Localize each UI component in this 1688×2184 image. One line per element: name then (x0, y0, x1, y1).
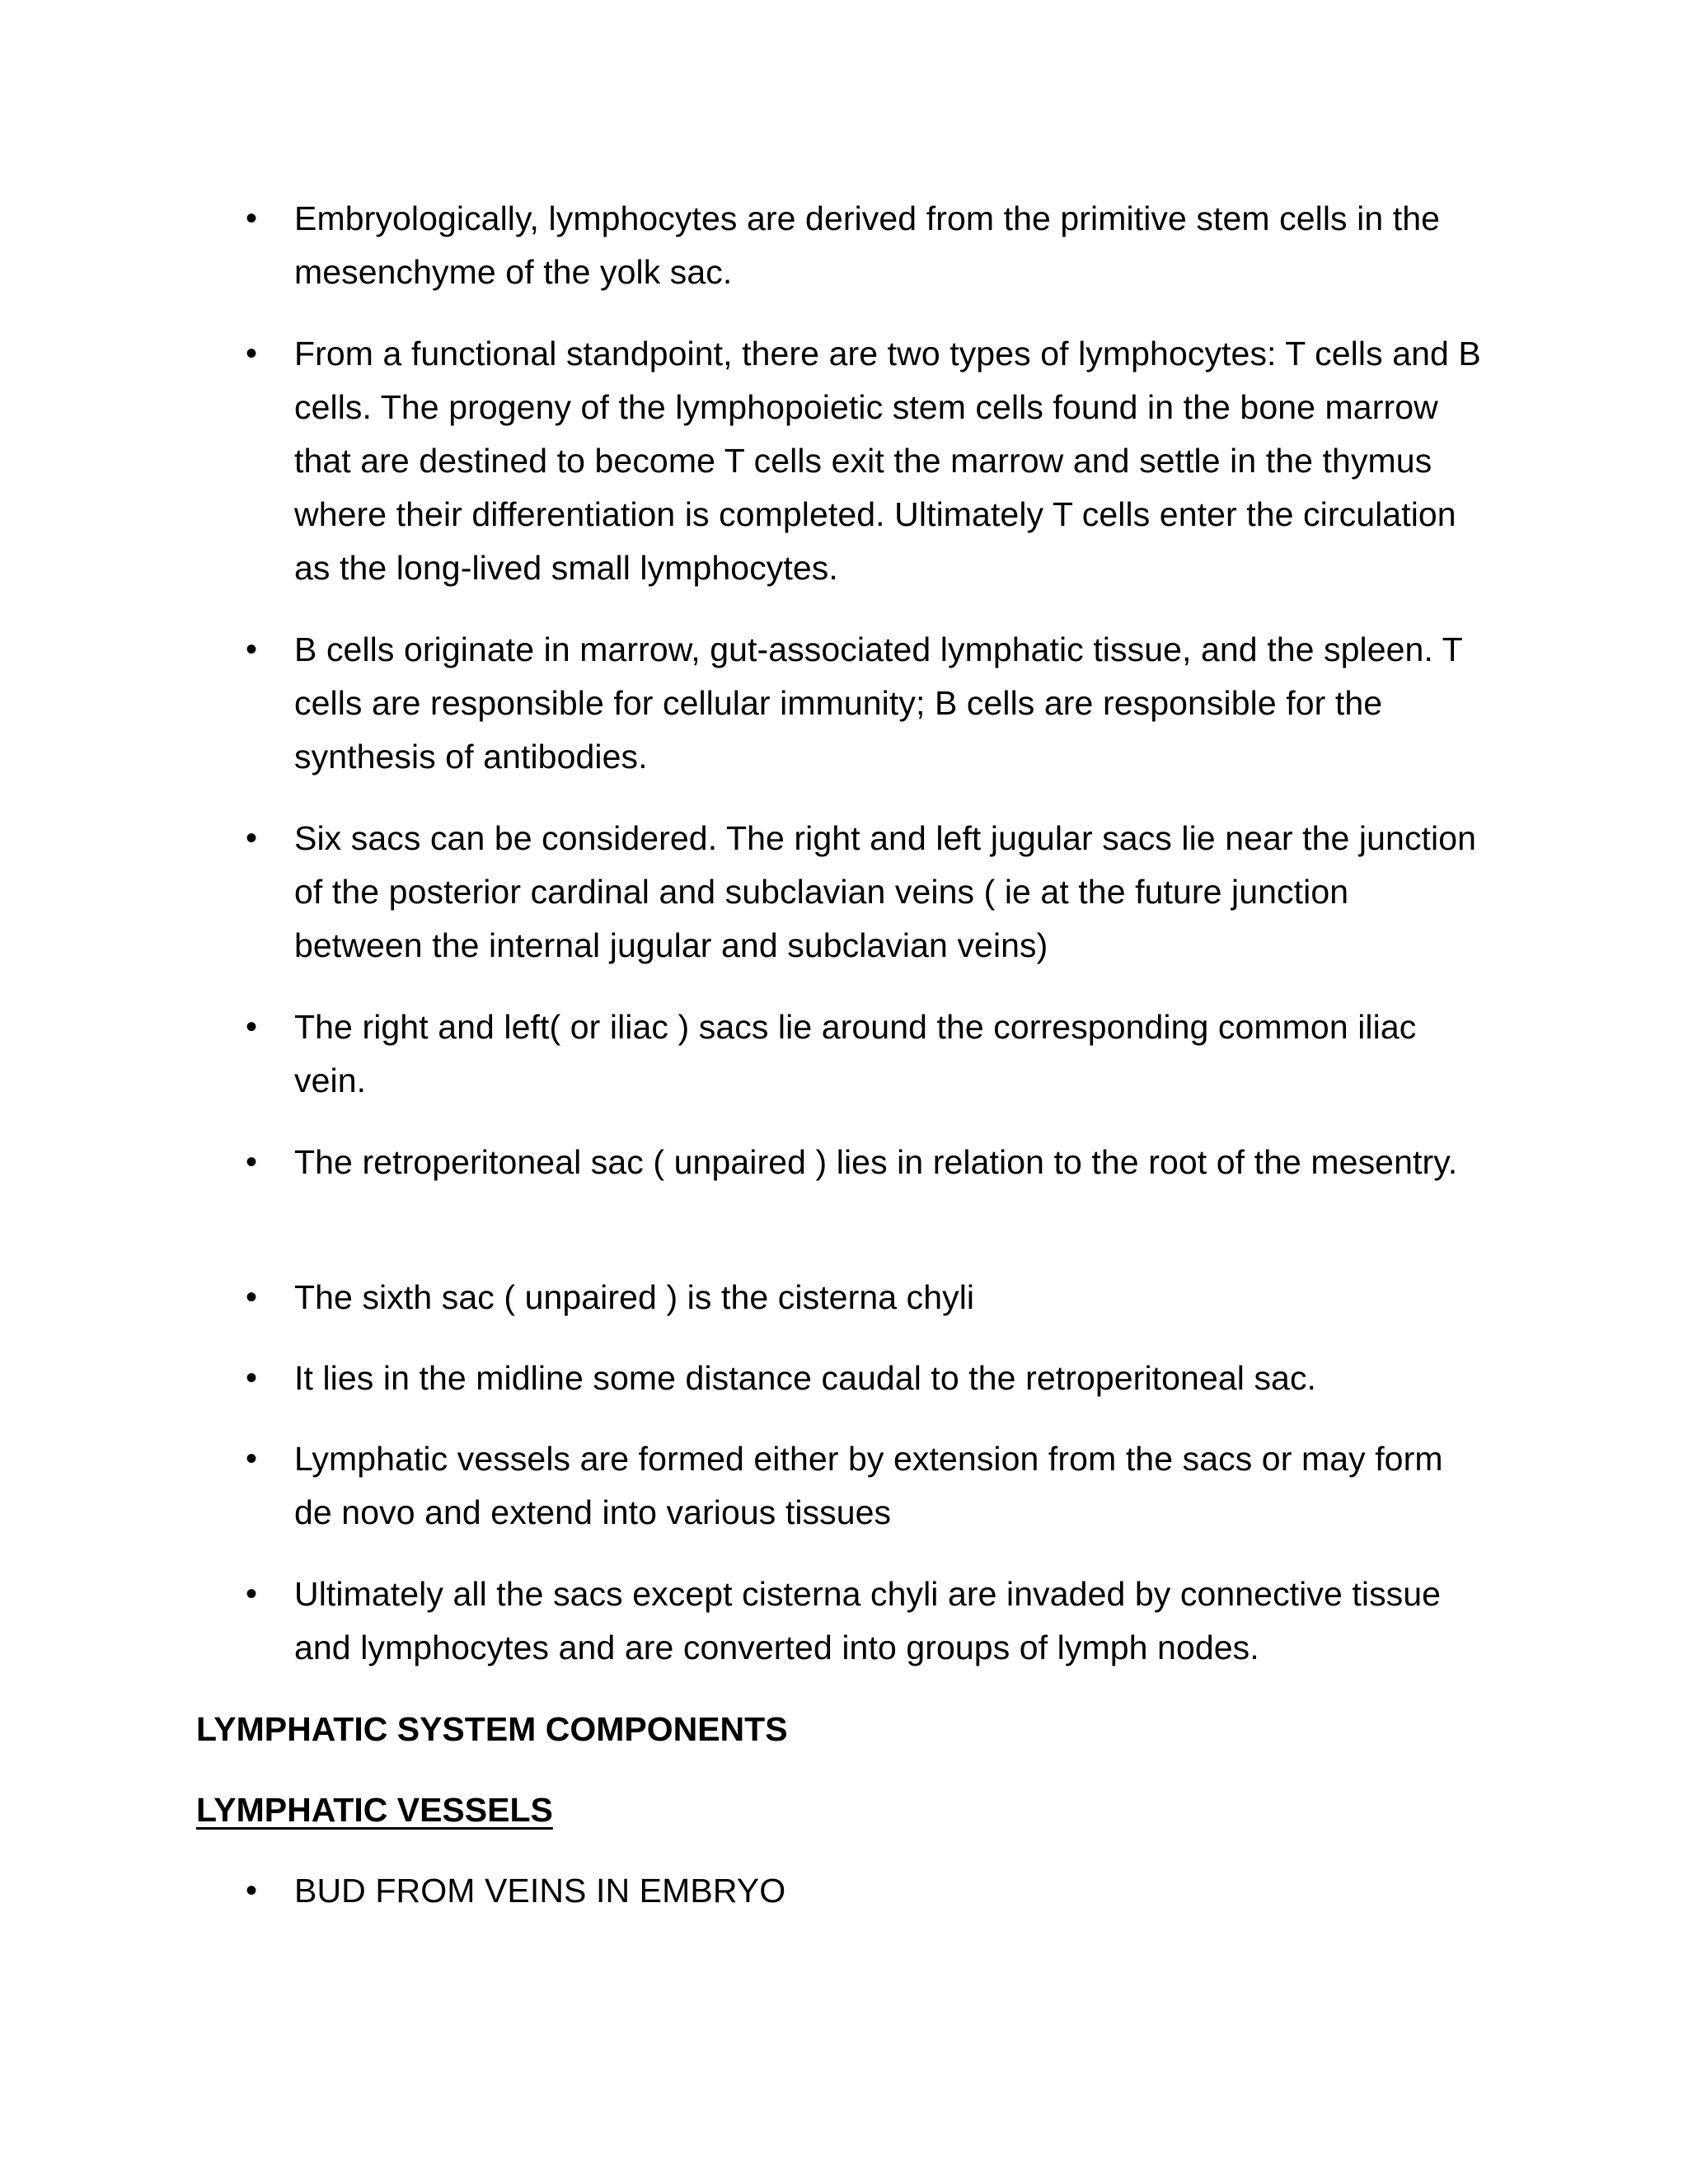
bullet-icon: • (245, 1144, 257, 1180)
bullet-icon: • (245, 1576, 257, 1612)
list-item-text: Ultimately all the sacs except cisterna chyli are invaded by connective tissue and lymphocytes and are converted into groups of lymph nodes. (294, 1575, 1442, 1666)
list-item-text: Six sacs can be considered. The right and left jugular sacs lie near the junction of the posterior cardinal and subclavian veins ( ie at the future junction between the internal jugular and subclavian veins) (294, 819, 1477, 964)
list-item-text: From a functional standpoint, there are two types of lymphocytes: T cells and B cells. The progeny of the lymphopoietic stem cells found in the bone marrow that are destined to become T cells exit the marrow and settle in the thymus where their differentiation is completed. Ultimately T cells enter the circulation as the long-lived small lymphocytes. (294, 335, 1481, 587)
bullet-icon: • (245, 335, 257, 372)
section-heading-vessels: LYMPHATIC VESSELS (196, 1791, 553, 1829)
bullet-icon: • (245, 1360, 257, 1396)
bullet-icon: • (245, 1441, 257, 1477)
bullet-icon: • (245, 1872, 257, 1909)
section-heading-components: LYMPHATIC SYSTEM COMPONENTS (196, 1710, 788, 1748)
list-item-text: B cells originate in marrow, gut-associated lymphatic tissue, and the spleen. T cells are responsible for cellular immunity; B cells are responsible for the synthesis of antibodies. (294, 630, 1463, 776)
bullet-icon: • (245, 631, 257, 668)
list-item-text: It lies in the midline some distance caudal to the retroperitoneal sac. (294, 1359, 1317, 1397)
list-item-text: The right and left( or iliac ) sacs lie around the corresponding common iliac vein. (294, 1008, 1417, 1099)
list-item-text: The sixth sac ( unpaired ) is the cisterna chyli (294, 1278, 975, 1316)
bullet-icon: • (245, 1279, 257, 1315)
list-item-text: BUD FROM VEINS IN EMBRYO (294, 1872, 786, 1910)
bullet-icon: • (245, 1009, 257, 1045)
list-item-text: Lymphatic vessels are formed either by extension from the sacs or may form de novo and extend into various tissues (294, 1440, 1443, 1531)
list-item-text: Embryologically, lymphocytes are derived from the primitive stem cells in the mesenchyme of the yolk sac. (294, 199, 1441, 291)
bullet-icon: • (245, 820, 257, 856)
bullet-icon: • (245, 200, 257, 237)
list-item-text: The retroperitoneal sac ( unpaired ) lies in relation to the root of the mesentry. (294, 1143, 1458, 1181)
